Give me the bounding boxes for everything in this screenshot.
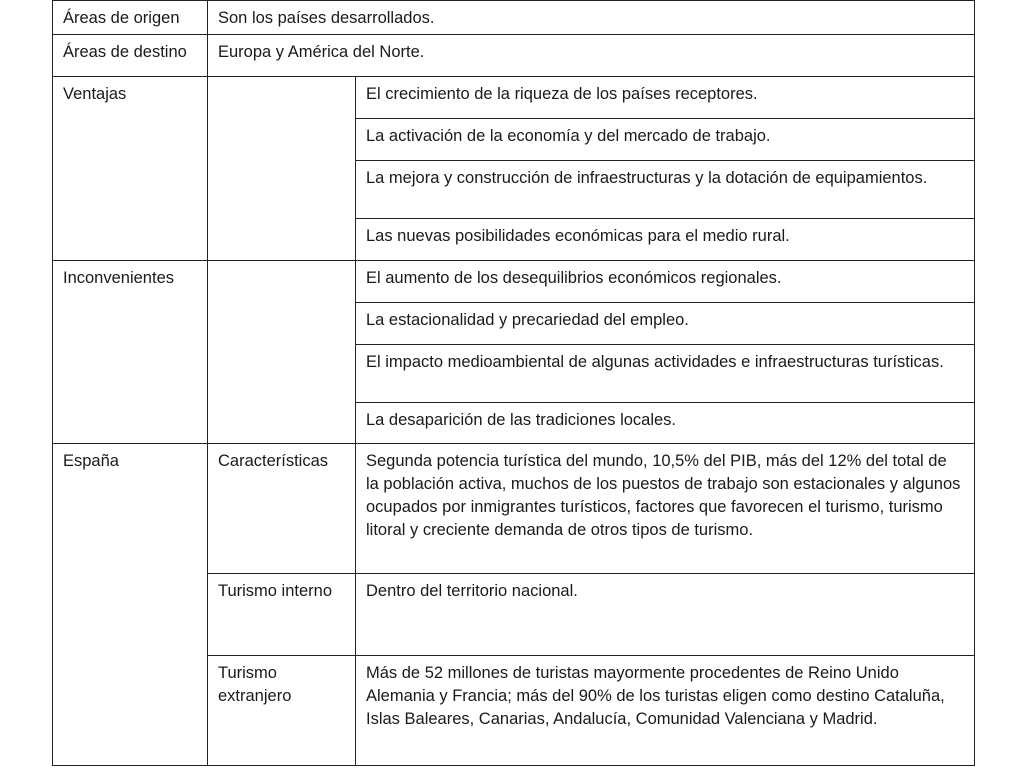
empty-cell xyxy=(208,261,356,444)
tourism-table xyxy=(52,0,975,766)
row-label-destino: Áreas de destino xyxy=(53,35,208,77)
espana-sub-label: Características xyxy=(208,444,356,574)
row-label-ventajas: Ventajas xyxy=(53,77,208,261)
row-value-destino: Europa y América del Norte. xyxy=(208,35,975,77)
row-label-origen: Áreas de origen xyxy=(53,1,208,35)
espana-sub-label: Turismo extranjero xyxy=(208,656,356,766)
table-row-destino xyxy=(53,35,975,77)
espana-sub-value: Segunda potencia turística del mundo, 10,5% del PIB, más del 12% del total de la población activa, muchos de los puestos de trabajo son estacionales y algunos ocupados por inmigrantes turísticos, factores que favorecen el turismo, turismo litoral y creciente demanda de otros tipos de turismo. xyxy=(356,444,975,574)
ventajas-item: Las nuevas posibilidades económicas para el medio rural. xyxy=(356,219,975,261)
empty-cell xyxy=(208,77,356,261)
inconvenientes-item: El impacto medioambiental de algunas actividades e infraestructuras turísticas. xyxy=(356,345,975,403)
espana-sub-value: Más de 52 millones de turistas mayormente procedentes de Reino Unido Alemania y Francia; más del 90% de los turistas eligen como destino Cataluña, Islas Baleares, Canarias, Andalucía, Comunidad Valenciana y Madrid. xyxy=(356,656,975,766)
inconvenientes-item: La desaparición de las tradiciones locales. xyxy=(356,403,975,444)
espana-sub-label: Turismo interno xyxy=(208,574,356,656)
table-row-origen xyxy=(53,1,975,35)
row-label-inconvenientes: Inconvenientes xyxy=(53,261,208,444)
row-label-espana: España xyxy=(53,444,208,766)
inconvenientes-item: La estacionalidad y precariedad del empleo. xyxy=(356,303,975,345)
table-row-inconvenientes xyxy=(53,261,975,303)
ventajas-item: La activación de la economía y del mercado de trabajo. xyxy=(356,119,975,161)
ventajas-item: La mejora y construcción de infraestructuras y la dotación de equipamientos. xyxy=(356,161,975,219)
table-row-ventajas xyxy=(53,77,975,119)
espana-sub-value: Dentro del territorio nacional. xyxy=(356,574,975,656)
row-value-origen: Son los países desarrollados. xyxy=(208,1,975,35)
inconvenientes-item: El aumento de los desequilibrios económicos regionales. xyxy=(356,261,975,303)
ventajas-item: El crecimiento de la riqueza de los países receptores. xyxy=(356,77,975,119)
table-row-espana xyxy=(53,444,975,574)
